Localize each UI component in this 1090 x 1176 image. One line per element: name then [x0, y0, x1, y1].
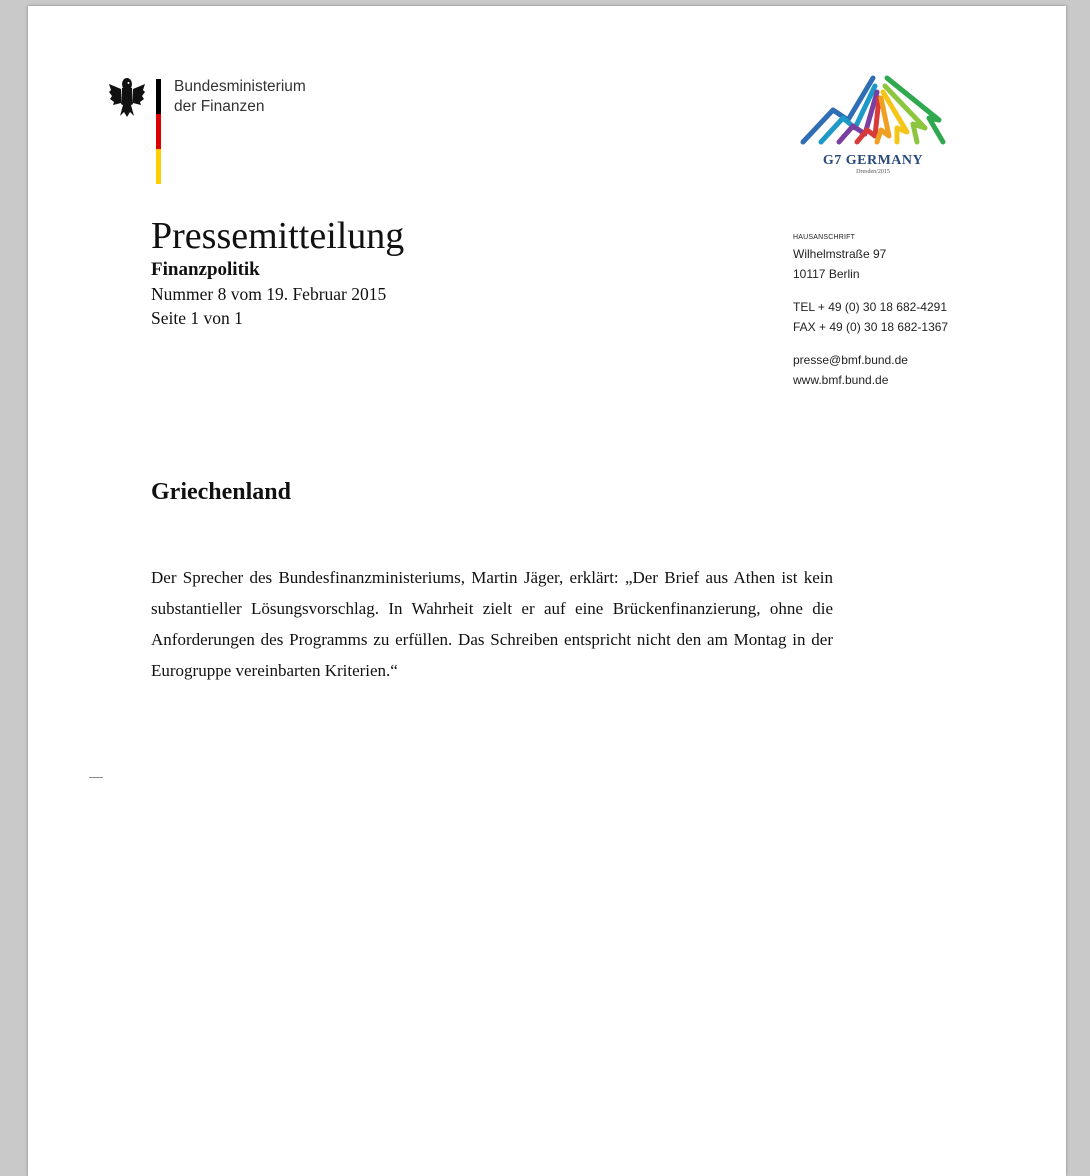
address-label: HAUSANSCHRIFT [793, 234, 856, 241]
address-tel: TEL + 49 (0) 30 18 682-4291 [793, 300, 947, 314]
address-email: presse@bmf.bund.de [793, 353, 908, 367]
g7-title: G7 GERMANY [822, 153, 924, 168]
article-body: Der Sprecher des Bundesfinanzministeriums, Martin Jäger, erklärt: „Der Brief aus Athen ist kein substantieller Lösungsvorschlag. In Wahrheit zielt er auf eine Brückenfinanzierung, ohne die Anforderungen des Programms zu erfüllen. Das Schreiben entspricht nicht den am Montag in der Eurogruppe vereinbarten Kriterien.“ [151, 568, 833, 680]
document-page [28, 6, 1066, 1176]
german-flag-bar [156, 79, 161, 184]
press-subtitle: Finanzpolitik [151, 259, 260, 280]
press-heading [151, 214, 404, 330]
address-street: Wilhelmstraße 97 [793, 247, 887, 261]
press-number: Nummer 8 vom 19. Februar 2015 [151, 284, 387, 304]
g7-subtitle: Dresden/2015 [856, 169, 890, 175]
press-meta [151, 282, 404, 330]
ministry-name [174, 77, 306, 117]
federal-eagle-icon [108, 76, 146, 118]
fold-mark [89, 777, 103, 778]
ministry-name-line1: Bundesministerium [174, 78, 306, 95]
g7-mountain-logo-icon [793, 70, 953, 150]
address-web: www.bmf.bund.de [793, 373, 889, 387]
article-title: Griechenland [151, 479, 292, 505]
g7-logo-block [788, 70, 958, 190]
ministry-name-line2: der Finanzen [174, 98, 265, 115]
press-title: Pressemitteilung [151, 215, 405, 257]
address-city: 10117 Berlin [793, 267, 860, 281]
press-page: Seite 1 von 1 [151, 308, 243, 328]
address-block [793, 232, 948, 390]
address-fax: FAX + 49 (0) 30 18 682-1367 [793, 320, 949, 334]
ministry-logo-block [108, 76, 348, 196]
